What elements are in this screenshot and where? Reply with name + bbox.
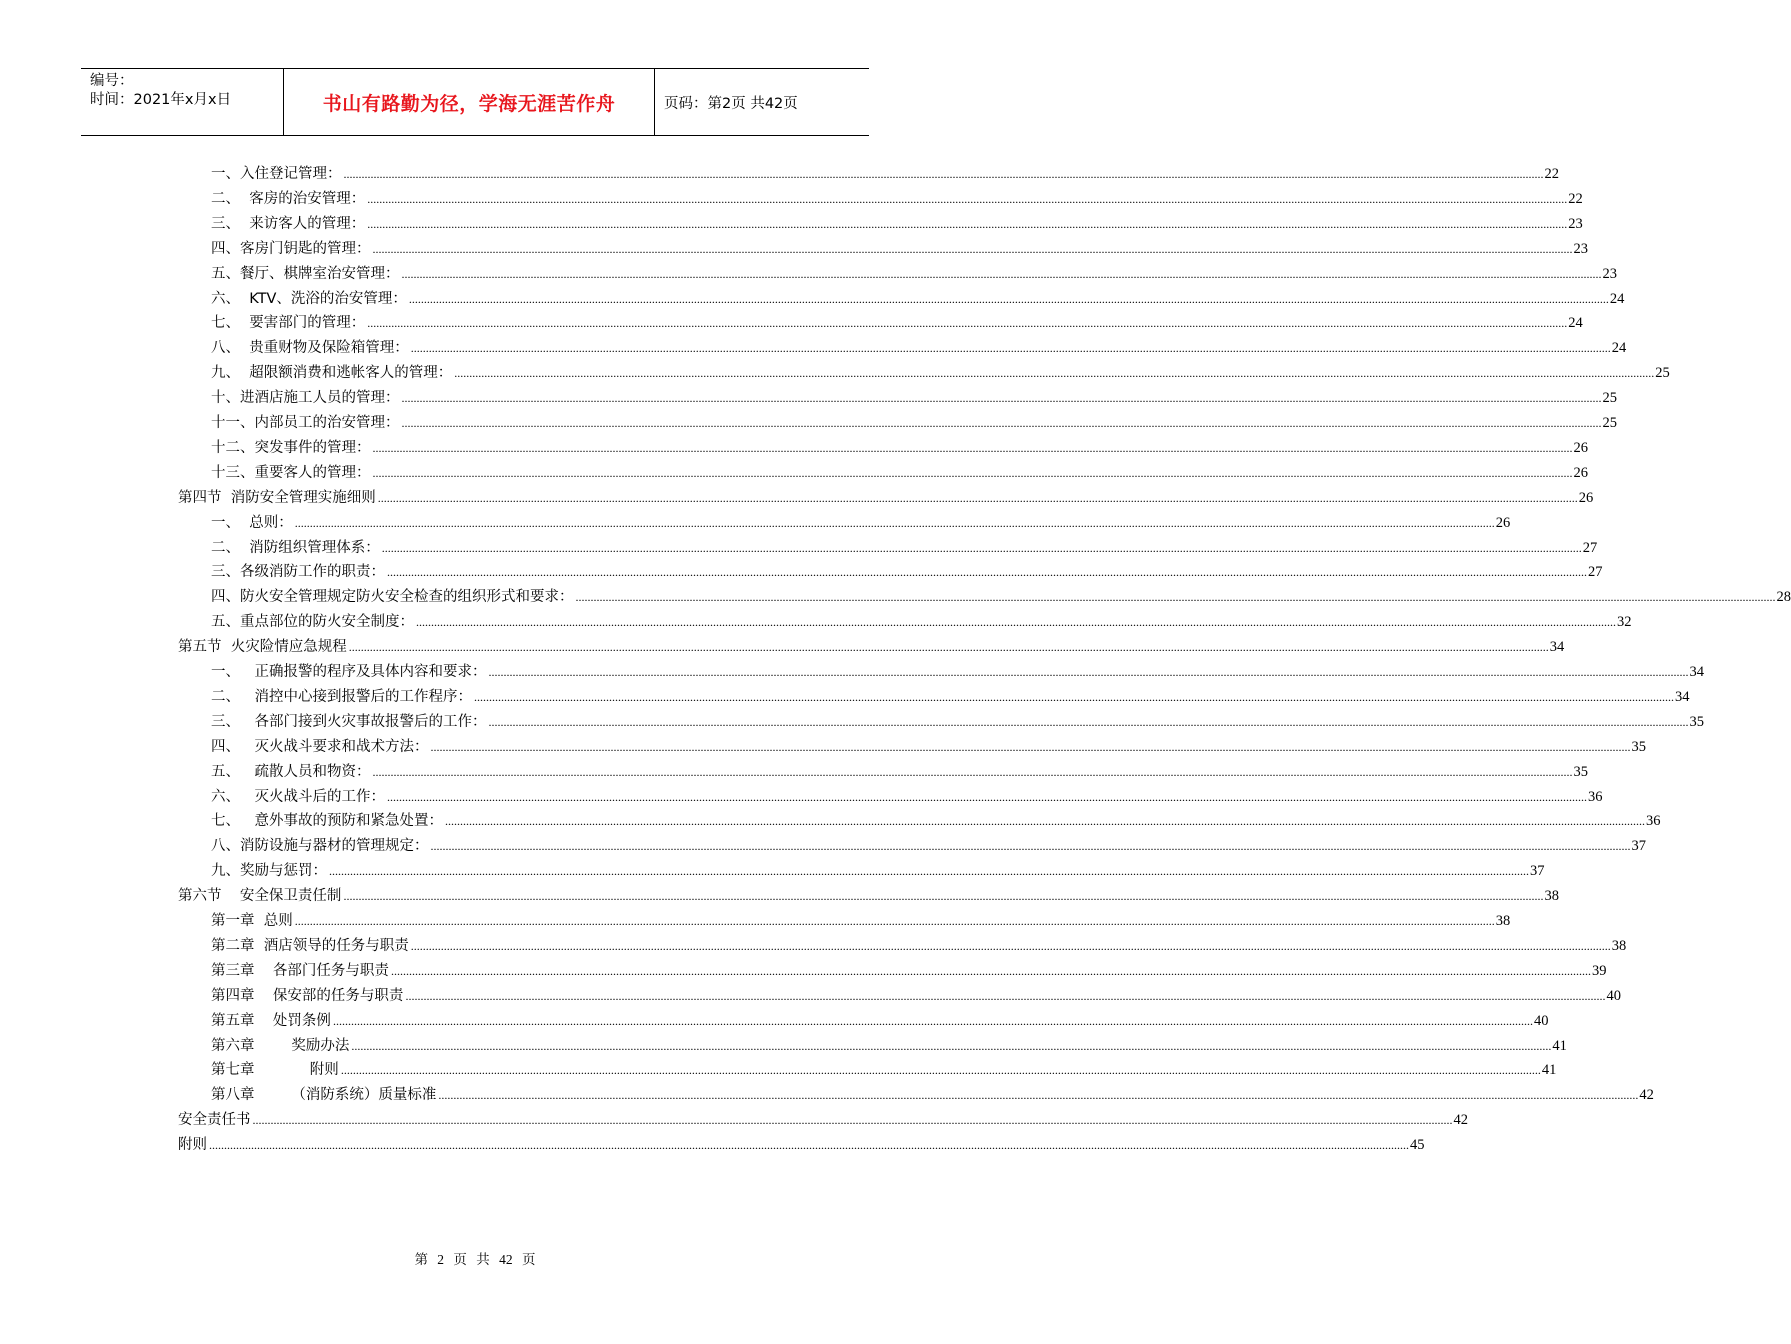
toc-entry-title: 八、消防设施与器材的管理规定：	[211, 838, 429, 855]
toc-entry-page: 40	[1533, 1012, 1549, 1029]
toc-entry-title: 二、 消防组织管理体系：	[211, 539, 380, 556]
toc-entry-page: 24	[1568, 315, 1583, 332]
toc-entry[interactable]	[211, 731, 1646, 756]
toc-entry-page: 35	[1573, 763, 1588, 780]
toc-entry-page: 22	[1544, 166, 1559, 182]
document-number-label: 编号：	[90, 73, 134, 89]
toc-entry[interactable]	[211, 432, 1588, 457]
toc-entry[interactable]	[211, 407, 1617, 432]
toc-leader-dots: ................................................................................................................................................................................................................................................................................................................................................................................................................	[488, 665, 1689, 679]
toc-entry-title: 第一章 总则	[211, 913, 293, 929]
toc-entry-title: 十一、内部员工的治安管理：	[211, 415, 400, 431]
toc-leader-dots: ................................................................................................................................................................................................................................................................................................................................................................................................................	[340, 1063, 1541, 1078]
toc-entry-title: 十二、突发事件的管理：	[211, 439, 371, 456]
toc-entry[interactable]	[178, 482, 1594, 507]
toc-entry-page: 40	[1606, 987, 1621, 1004]
toc-entry-page: 26	[1495, 514, 1511, 531]
toc-entry[interactable]	[211, 905, 1511, 930]
header-motto: 书山有路勤为径，学海无涯苦作舟	[322, 92, 616, 115]
toc-entry[interactable]	[211, 805, 1661, 830]
toc-entry-title: 四、 灭火战斗要求和战术方法：	[211, 738, 429, 755]
toc-leader-dots: ................................................................................................................................................................................................................................................................................................................................................................................................................	[367, 316, 1568, 331]
toc-leader-dots: ................................................................................................................................................................................................................................................................................................................................................................................................................	[377, 490, 1578, 505]
toc-entry-title: 五、重点部位的防火安全制度：	[211, 614, 414, 631]
toc-leader-dots: ................................................................................................................................................................................................................................................................................................................................................................................................................	[474, 689, 1674, 704]
toc-leader-dots: ................................................................................................................................................................................................................................................................................................................................................................................................................	[348, 640, 1549, 655]
toc-entry-page: 23	[1568, 215, 1583, 232]
footer-page-number: 第 2 页 共 42 页	[414, 1252, 536, 1267]
toc-entry-page: 42	[1639, 1087, 1654, 1104]
toc-entry[interactable]	[211, 556, 1603, 581]
toc-leader-dots: ................................................................................................................................................................................................................................................................................................................................................................................................................	[430, 839, 1631, 854]
toc-entry-page: 37	[1631, 838, 1646, 855]
toc-entry-page: 42	[1453, 1112, 1468, 1129]
toc-leader-dots: ................................................................................................................................................................................................................................................................................................................................................................................................................	[372, 440, 1573, 455]
toc-entry-page: 23	[1573, 240, 1588, 257]
toc-entry-page: 34	[1689, 664, 1704, 680]
toc-leader-dots: ................................................................................................................................................................................................................................................................................................................................................................................................................	[252, 1113, 1453, 1128]
toc-entry-title: 第八章 （消防系统）质量标准	[211, 1087, 437, 1104]
toc-entry-page: 24	[1611, 340, 1627, 357]
toc-entry[interactable]	[211, 532, 1598, 557]
toc-entry-title: 五、餐厅、棋牌室治安管理：	[211, 265, 400, 282]
toc-leader-dots: ................................................................................................................................................................................................................................................................................................................................................................................................................	[390, 963, 1591, 978]
toc-entry-title: 四、防火安全管理规定防火安全检查的组织形式和要求：	[211, 589, 574, 606]
toc-entry-page: 45	[1410, 1137, 1425, 1154]
toc-entry-title: 九、 超限额消费和逃帐客人的管理：	[211, 365, 453, 382]
toc-entry-page: 41	[1552, 1037, 1567, 1054]
toc-leader-dots: ................................................................................................................................................................................................................................................................................................................................................................................................................	[445, 814, 1645, 829]
toc-leader-dots: ................................................................................................................................................................................................................................................................................................................................................................................................................	[401, 416, 1602, 430]
header-meta	[81, 69, 283, 135]
toc-entry-page: 25	[1602, 390, 1617, 407]
toc-entry-title: 第三章 各部门任务与职责	[211, 962, 389, 979]
toc-entry[interactable]	[211, 656, 1704, 681]
toc-entry-page: 22	[1568, 190, 1583, 207]
toc-entry[interactable]	[211, 1005, 1549, 1030]
toc-entry-page: 24	[1609, 290, 1625, 307]
toc-entry-title: 三、 各部门接到火灾事故报警后的工作：	[211, 713, 487, 730]
toc-entry[interactable]	[178, 631, 1565, 656]
toc-entry[interactable]	[211, 955, 1607, 980]
toc-entry-page: 34	[1675, 688, 1690, 705]
toc-entry[interactable]	[211, 158, 1559, 183]
toc-entry[interactable]	[178, 1104, 1468, 1129]
toc-entry-page: 27	[1582, 539, 1598, 556]
toc-entry[interactable]	[178, 880, 1559, 905]
toc-entry[interactable]	[211, 930, 1627, 955]
toc-entry[interactable]	[211, 307, 1583, 332]
toc-entry-title: 三、各级消防工作的职责：	[211, 564, 385, 581]
toc-entry-page: 38	[1495, 913, 1511, 929]
toc-entry[interactable]	[211, 507, 1511, 532]
toc-entry-title: 一、 正确报警的程序及具体内容和要求：	[211, 664, 487, 680]
header-motto-cell	[283, 69, 655, 135]
toc-leader-dots: ................................................................................................................................................................................................................................................................................................................................................................................................................	[401, 391, 1602, 406]
toc-entry-page: 35	[1689, 713, 1704, 730]
toc-entry-title: 十、进酒店施工人员的管理：	[211, 390, 400, 407]
toc-entry-title: 第四节 消防安全管理实施细则	[178, 489, 376, 506]
toc-entry-page: 32	[1617, 614, 1632, 631]
toc-leader-dots: ................................................................................................................................................................................................................................................................................................................................................................................................................	[294, 914, 1495, 928]
toc-leader-dots: ................................................................................................................................................................................................................................................................................................................................................................................................................	[372, 241, 1573, 256]
toc-entry-title: 第五章 处罚条例	[211, 1012, 331, 1029]
toc-entry[interactable]	[211, 283, 1625, 308]
toc-leader-dots: ................................................................................................................................................................................................................................................................................................................................................................................................................	[387, 565, 1587, 580]
toc-leader-dots: ................................................................................................................................................................................................................................................................................................................................................................................................................	[438, 1088, 1639, 1103]
toc-entry[interactable]	[211, 332, 1627, 357]
toc-entry[interactable]	[211, 457, 1588, 482]
toc-leader-dots: ................................................................................................................................................................................................................................................................................................................................................................................................................	[381, 540, 1582, 555]
toc-entry[interactable]	[211, 706, 1704, 731]
toc-leader-dots: ................................................................................................................................................................................................................................................................................................................................................................................................................	[372, 465, 1573, 480]
toc-entry-title: 第六章 奖励办法	[211, 1037, 350, 1054]
toc-leader-dots: ................................................................................................................................................................................................................................................................................................................................................................................................................	[367, 216, 1568, 231]
toc-entry-title: 五、 疏散人员和物资：	[211, 763, 371, 780]
toc-entry[interactable]	[211, 183, 1583, 208]
toc-entry[interactable]	[211, 258, 1617, 283]
toc-entry-title: 附则	[178, 1137, 207, 1154]
toc-entry[interactable]	[211, 756, 1588, 781]
toc-leader-dots: ................................................................................................................................................................................................................................................................................................................................................................................................................	[405, 988, 1606, 1003]
toc-leader-dots: ................................................................................................................................................................................................................................................................................................................................................................................................................	[372, 764, 1573, 779]
toc-entry[interactable]	[211, 233, 1588, 258]
toc-entry-page: 26	[1578, 489, 1594, 506]
toc-entry-title: 第五节 火灾险情应急规程	[178, 639, 347, 656]
toc-entry-title: 六、 KTV、洗浴的治安管理：	[211, 290, 407, 307]
toc-leader-dots: ................................................................................................................................................................................................................................................................................................................................................................................................................	[209, 1138, 1409, 1153]
toc-entry-page: 25	[1602, 415, 1617, 431]
toc-entry-page: 35	[1631, 738, 1646, 755]
toc-entry-page: 38	[1544, 888, 1559, 905]
toc-entry-title: 七、 意外事故的预防和紧急处置：	[211, 813, 443, 830]
toc-entry-page: 28	[1776, 589, 1791, 606]
toc-leader-dots: ................................................................................................................................................................................................................................................................................................................................................................................................................	[332, 1013, 1533, 1028]
toc-entry[interactable]	[211, 980, 1621, 1005]
toc-leader-dots: ................................................................................................................................................................................................................................................................................................................................................................................................................	[294, 515, 1495, 530]
toc-entry-title: 一、入住登记管理：	[211, 166, 342, 182]
toc-leader-dots: ................................................................................................................................................................................................................................................................................................................................................................................................................	[343, 889, 1544, 904]
toc-entry[interactable]	[211, 357, 1670, 382]
toc-entry-page: 26	[1573, 464, 1588, 481]
header-page-info: 页码：第2页 共42页	[664, 95, 798, 112]
toc-entry[interactable]	[211, 781, 1603, 806]
document-date: 时间：2021年x月x日	[90, 92, 232, 108]
toc-entry-title: 一、 总则：	[211, 514, 293, 531]
toc-entry-title: 第七章 附则	[211, 1062, 339, 1079]
toc-entry[interactable]	[178, 1129, 1425, 1154]
toc-entry-page: 36	[1588, 788, 1603, 805]
toc-leader-dots: ................................................................................................................................................................................................................................................................................................................................................................................................................	[410, 341, 1611, 356]
toc-entry-page: 39	[1591, 962, 1607, 979]
toc-entry[interactable]	[211, 382, 1617, 407]
toc-entry-page: 25	[1655, 365, 1670, 382]
toc-entry-title: 四、客房门钥匙的管理：	[211, 240, 371, 257]
toc-entry[interactable]	[211, 1054, 1557, 1079]
toc-entry-title: 八、 贵重财物及保险箱管理：	[211, 340, 409, 357]
toc-leader-dots: ................................................................................................................................................................................................................................................................................................................................................................................................................	[575, 590, 1776, 605]
toc-entry-page: 41	[1541, 1062, 1557, 1079]
toc-leader-dots: ................................................................................................................................................................................................................................................................................................................................................................................................................	[410, 938, 1611, 953]
toc-entry-title: 三、 来访客人的管理：	[211, 215, 366, 232]
toc-entry-title: 二、 客房的治安管理：	[211, 190, 366, 207]
toc-entry[interactable]	[211, 1030, 1567, 1055]
toc-leader-dots: ................................................................................................................................................................................................................................................................................................................................................................................................................	[367, 191, 1568, 206]
toc-leader-dots: ................................................................................................................................................................................................................................................................................................................................................................................................................	[387, 789, 1587, 804]
toc-entry-page: 34	[1549, 639, 1565, 656]
toc-entry-page: 26	[1573, 439, 1588, 456]
toc-leader-dots: ................................................................................................................................................................................................................................................................................................................................................................................................................	[430, 739, 1631, 754]
toc-entry[interactable]	[211, 830, 1646, 855]
toc-entry-page: 38	[1611, 937, 1627, 954]
toc-entry[interactable]	[211, 581, 1791, 606]
page-header	[81, 68, 869, 136]
toc-entry[interactable]	[211, 606, 1632, 631]
toc-entry[interactable]	[211, 1079, 1654, 1104]
toc-leader-dots: ................................................................................................................................................................................................................................................................................................................................................................................................................	[454, 366, 1655, 381]
toc-entry-title: 十三、重要客人的管理：	[211, 464, 371, 481]
toc-entry-page: 36	[1646, 813, 1661, 830]
toc-entry[interactable]	[211, 855, 1545, 880]
toc-leader-dots: ................................................................................................................................................................................................................................................................................................................................................................................................................	[416, 615, 1616, 630]
toc-entry-title: 九、奖励与惩罚：	[211, 863, 327, 880]
toc-leader-dots: ................................................................................................................................................................................................................................................................................................................................................................................................................	[351, 1038, 1552, 1053]
toc-leader-dots: ................................................................................................................................................................................................................................................................................................................................................................................................................	[401, 266, 1602, 281]
toc-entry[interactable]	[211, 681, 1690, 706]
page-footer	[0, 1248, 950, 1268]
toc-entry-title: 二、 消控中心接到报警后的工作程序：	[211, 688, 472, 705]
toc-entry-title: 第四章 保安部的任务与职责	[211, 987, 404, 1004]
toc-entry-page: 23	[1602, 265, 1617, 282]
toc-entry-title: 安全责任书	[178, 1112, 251, 1129]
toc-entry-page: 37	[1530, 863, 1545, 880]
toc-entry-title: 六、 灭火战斗后的工作：	[211, 788, 385, 805]
toc-leader-dots: ................................................................................................................................................................................................................................................................................................................................................................................................................	[329, 864, 1529, 879]
toc-leader-dots: ................................................................................................................................................................................................................................................................................................................................................................................................................	[343, 167, 1544, 181]
toc-entry-title: 第六节 安全保卫责任制	[178, 888, 342, 905]
toc-leader-dots: ................................................................................................................................................................................................................................................................................................................................................................................................................	[408, 291, 1609, 306]
toc-entry-page: 27	[1588, 564, 1603, 581]
toc-entry[interactable]	[211, 208, 1583, 233]
toc-entry-title: 七、 要害部门的管理：	[211, 315, 366, 332]
toc-entry-title: 第二章 酒店领导的任务与职责	[211, 937, 409, 954]
toc-leader-dots: ................................................................................................................................................................................................................................................................................................................................................................................................................	[488, 714, 1689, 729]
